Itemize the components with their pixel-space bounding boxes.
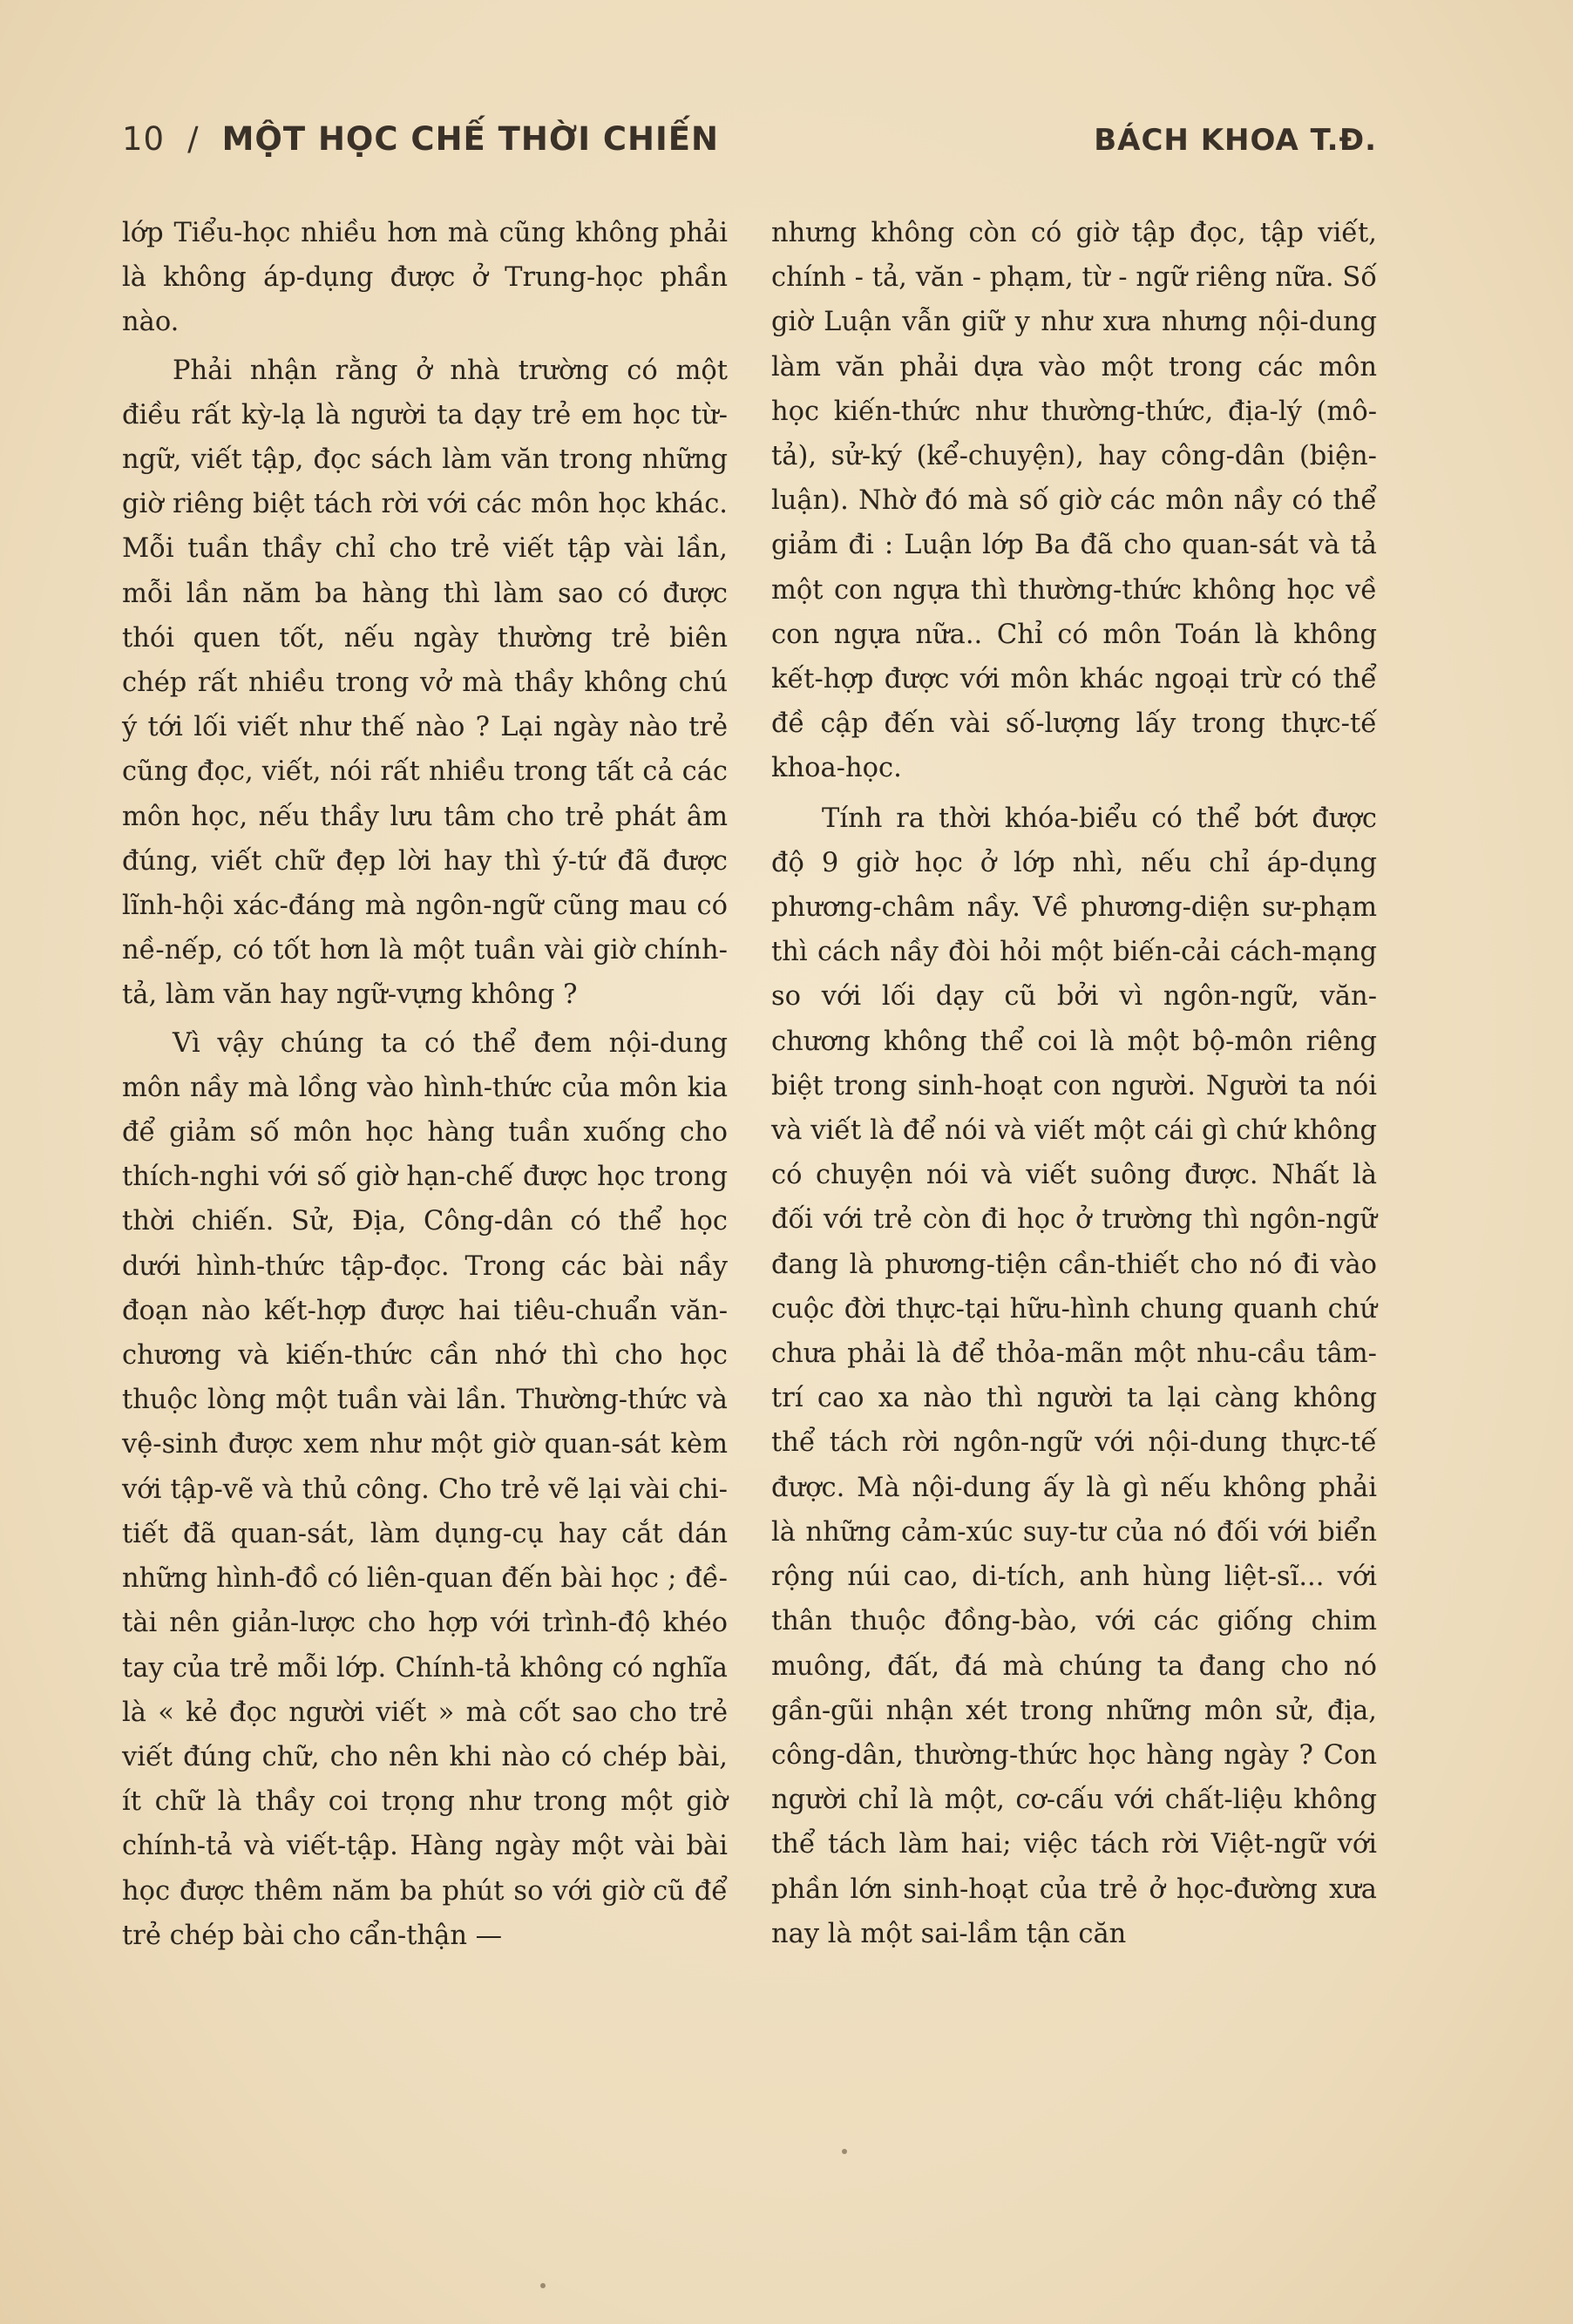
header-left bbox=[122, 120, 719, 158]
stain-mark bbox=[842, 2149, 847, 2154]
paragraph: lớp Tiểu-học nhiều hơn mà cũng không phải là không áp-dụng được ở Trung-học phần nào. bbox=[122, 218, 728, 338]
header-separator: / bbox=[187, 120, 200, 158]
paragraph: Phải nhận rằng ở nhà trường có một điều rất kỳ-lạ là người ta dạy trẻ em học từ-ngữ, viết tập, đọc sách làm văn trong những giờ riêng biệt tách rời với các môn học khác. Mỗi tuần thầy chỉ cho trẻ viết tập vài lần, mỗi lần năm ba hàng thì làm sao có được thói quen tốt, nếu ngày thường trẻ biên chép rất nhiều trong vở mà thầy không chú ý tới lối viết như thế nào ? Lại ngày nào trẻ cũng đọc, viết, nói rất nhiều trong tất cả các môn học, nếu thầy lưu tâm cho trẻ phát âm đúng, viết chữ đẹp lời hay thì ý-tứ đã được lĩnh-hội xác-đáng mà ngôn-ngữ cũng mau có nề-nếp, có tốt hơn là một tuần vài giờ chính-tả, làm văn hay ngữ-vựng không ? bbox=[122, 355, 728, 1011]
paragraph: Tính ra thời khóa-biểu có thể bớt được độ 9 giờ học ở lớp nhì, nếu chỉ áp-dụng phương-châm nầy. Về phương-diện sư-phạm thì cách nầy đòi hỏi một biến-cải cách-mạng so với lối dạy cũ bởi vì ngôn-ngữ, văn-chương không thể coi là một bộ-môn riêng biệt trong sinh-hoạt con người. Người ta nói và viết là để nói và viết một cái gì chứ không có chuyện nói và viết suông được. Nhất là đối với trẻ còn đi học ở trường thì ngôn-ngữ đang là phương-tiện cần-thiết cho nó đi vào cuộc đời thực-tại hữu-hình chung quanh chứ chưa phải là để thỏa-mãn một nhu-cầu tâm-trí cao xa nào thì người ta lại càng không thể tách rời ngôn-ngữ với nội-dung thực-tế được. Mà nội-dung ấy là gì nếu không phải là những cảm-xúc suy-tư của nó đối với biển rộng núi cao, di-tích, anh hùng liệt-sĩ... với thân thuộc đồng-bào, với các giống chim muông, đất, đá mà chúng ta đang cho nó gần-gũi nhận xét trong những môn sử, địa, công-dân, thường-thức học hàng ngày ? Con người chỉ là một, cơ-cấu với chất-liệu không thể tách làm hai; việc tách rời Việt-ngữ với phần lớn sinh-hoạt của trẻ ở học-đường xưa nay là một sai-lầm tận căn bbox=[771, 803, 1377, 1949]
stain-mark bbox=[540, 2283, 546, 2288]
paragraph: Vì vậy chúng ta có thể đem nội-dung môn nầy mà lồng vào hình-thức của môn kia để giảm số môn học hàng tuần xuống cho thích-nghi với số giờ hạn-chế được học trong thời chiến. Sử, Địa, Công-dân có thể học dưới hình-thức tập-đọc. Trong các bài nầy đoạn nào kết-hợp được hai tiêu-chuẩn văn-chương và kiến-thức cần nhớ thì cho học thuộc lòng một tuần vài lần. Thường-thức và vệ-sinh được xem như một giờ quan-sát kèm với tập-vẽ và thủ công. Cho trẻ vẽ lại vài chi-tiết đã quan-sát, làm dụng-cụ hay cắt dán những hình-đồ có liên-quan đến bài học ; đề-tài nên giản-lược cho hợp với trình-độ khéo tay của trẻ mỗi lớp. Chính-tả không có nghĩa là « kẻ đọc người viết » mà cốt sao cho trẻ viết đúng chữ, cho nên khi nào có chép bài, ít chữ là thầy coi trọng như trong một giờ chính-tả và viết-tập. Hàng ngày một vài bài học được thêm năm ba phút so với giờ cũ để trẻ chép bài cho cẩn-thận — bbox=[122, 1027, 728, 1951]
article-title: MỘT HỌC CHẾ THỜI CHIẾN bbox=[221, 120, 719, 158]
left-column bbox=[122, 211, 728, 1958]
running-header bbox=[122, 120, 1377, 158]
paragraph: nhưng không còn có giờ tập đọc, tập viết, chính - tả, văn - phạm, từ - ngữ riêng nữa. Số giờ Luận vẫn giữ y như xưa nhưng nội-dung làm văn phải dựa vào một trong các môn học kiến-thức như thường-thức, địa-lý (mô-tả), sử-ký (kể-chuyện), hay công-dân (biện-luận). Nhờ đó mà số giờ các môn nầy có thể giảm đi : Luận lớp Ba đã cho quan-sát và tả một con ngựa thì thường-thức không học về con ngựa nữa.. Chỉ có môn Toán là không kết-hợp được với môn khác ngoại trừ có thể đề cập đến vài số-lượng lấy trong thực-tế khoa-học. bbox=[771, 218, 1377, 784]
page-number: 10 bbox=[122, 120, 166, 158]
journal-name: BÁCH KHOA T.Đ. bbox=[1094, 123, 1377, 158]
right-column bbox=[771, 211, 1377, 1956]
